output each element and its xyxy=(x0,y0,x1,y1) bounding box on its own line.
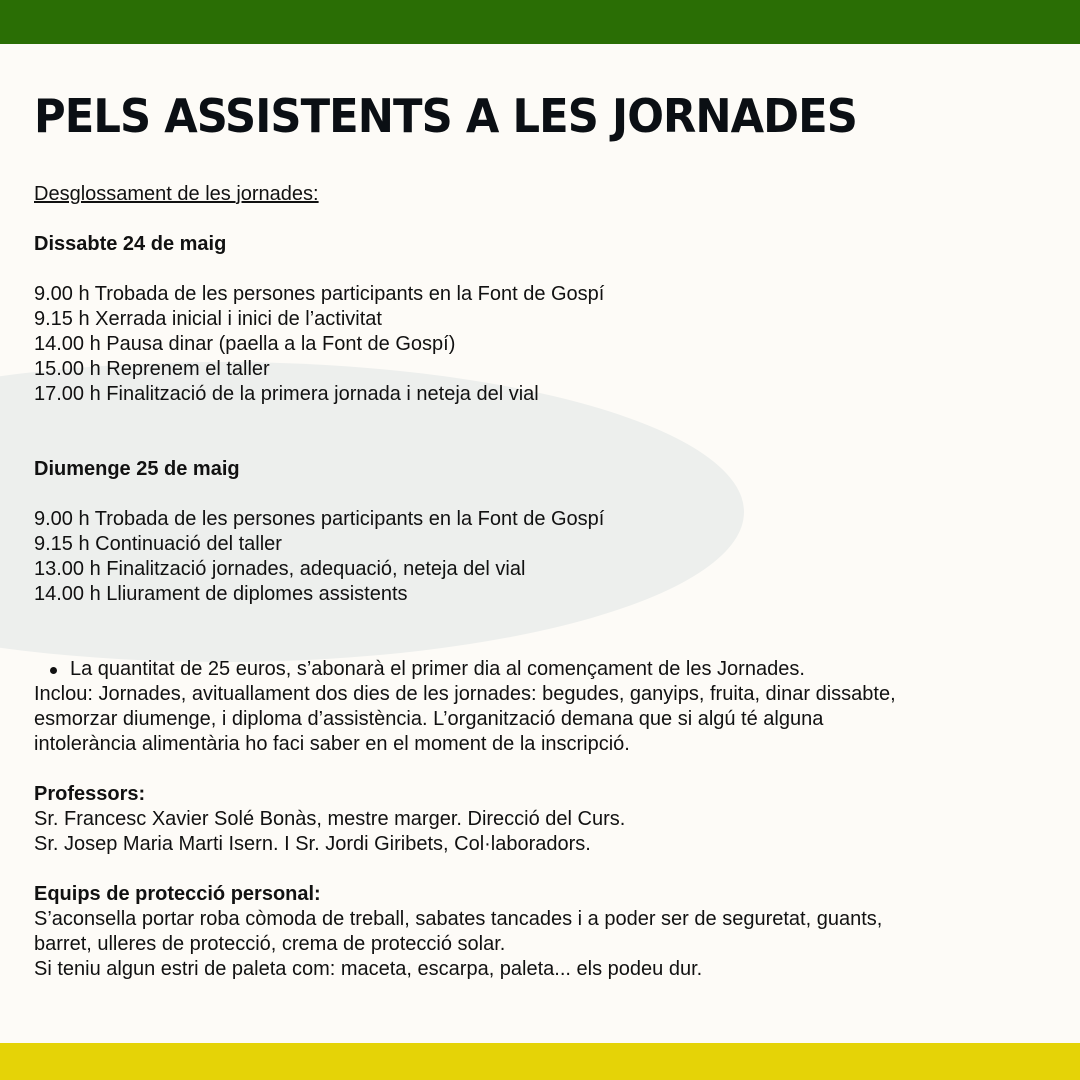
bullet-icon xyxy=(50,667,57,674)
schedule-item: 9.00 h Trobada de les persones participants en la Font de Gospí xyxy=(34,283,605,305)
day2-schedule xyxy=(34,507,1054,607)
equipment-title: Equips de protecció personal: xyxy=(34,883,321,905)
day1-title: Dissabte 24 de maig xyxy=(34,233,227,255)
breakdown-heading: Desglossament de les jornades: xyxy=(34,183,319,205)
day2-title: Diumenge 25 de maig xyxy=(34,458,240,480)
fee-line: esmorzar diumenge, i diploma d’assistència. L’organització demana que si algú té alguna xyxy=(34,708,824,730)
professors-title: Professors: xyxy=(34,783,146,805)
top-green-bar xyxy=(0,0,1080,44)
fee-details xyxy=(34,682,1054,757)
bottom-yellow-bar xyxy=(0,1043,1080,1080)
page-title: PELS ASSISTENTS A LES JORNADES xyxy=(34,89,857,143)
schedule-item: 17.00 h Finalització de la primera jornada i neteja del vial xyxy=(34,383,539,405)
equipment-line: S’aconsella portar roba còmoda de treball, sabates tancades i a poder ser de seguretat, guants, xyxy=(34,908,883,930)
fee-bullet xyxy=(34,657,1054,682)
fee-line: Inclou: Jornades, avituallament dos dies de les jornades: begudes, ganyips, fruita, dinar dissabte, xyxy=(34,683,896,705)
schedule-item: 13.00 h Finalització jornades, adequació, neteja del vial xyxy=(34,558,526,580)
schedule-item: 9.15 h Xerrada inicial i inici de l’activitat xyxy=(34,308,382,330)
day1-schedule xyxy=(34,282,1054,407)
schedule-item: 14.00 h Lliurament de diplomes assistents xyxy=(34,583,408,605)
fee-bullet-text: La quantitat de 25 euros, s’abonarà el primer dia al començament de les Jornades. xyxy=(70,658,805,680)
equipment-text xyxy=(34,907,1054,982)
equipment-line: barret, ulleres de protecció, crema de protecció solar. xyxy=(34,933,506,955)
professor-line: Sr. Francesc Xavier Solé Bonàs, mestre marger. Direcció del Curs. xyxy=(34,808,626,830)
schedule-item: 14.00 h Pausa dinar (paella a la Font de Gospí) xyxy=(34,333,456,355)
schedule-item: 15.00 h Reprenem el taller xyxy=(34,358,270,380)
equipment-line: Si teniu algun estri de paleta com: maceta, escarpa, paleta... els podeu dur. xyxy=(34,958,703,980)
document-body xyxy=(34,86,1054,982)
fee-line: intolerància alimentària ho faci saber en el moment de la inscripció. xyxy=(34,733,630,755)
schedule-item: 9.00 h Trobada de les persones participants en la Font de Gospí xyxy=(34,508,605,530)
professor-line: Sr. Josep Maria Marti Isern. I Sr. Jordi Giribets, Col·laboradors. xyxy=(34,833,591,855)
schedule-item: 9.15 h Continuació del taller xyxy=(34,533,282,555)
professors-list xyxy=(34,807,1054,857)
